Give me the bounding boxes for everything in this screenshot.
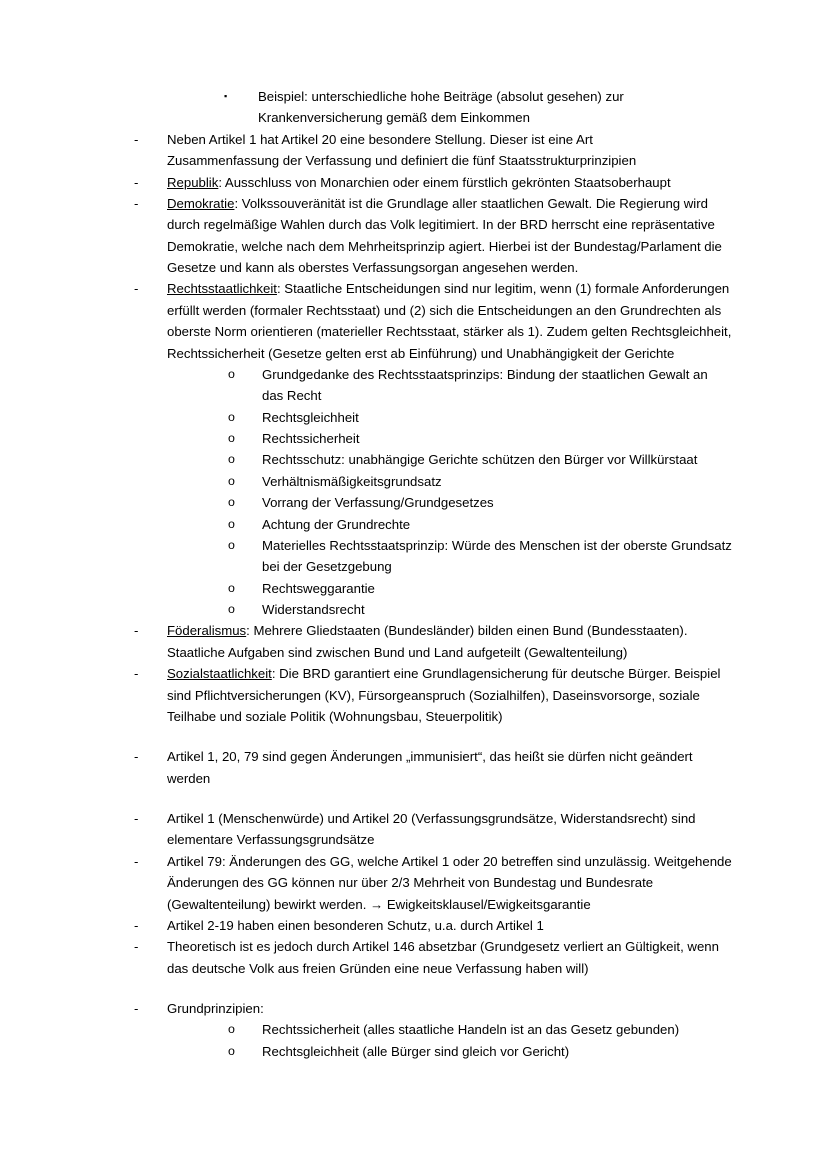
dash-bullet-icon: -: [134, 174, 139, 190]
list-item: [134, 172, 732, 193]
circle-bullet-icon: o: [228, 580, 235, 595]
list-item-text: Verhältnismäßigkeitsgrundsatz: [262, 473, 442, 489]
dash-bullet-icon: -: [134, 811, 139, 826]
circle-bullet-icon: o: [228, 431, 235, 445]
list-item-text: Rechtsgleichheit: [262, 409, 359, 425]
list-item: [228, 492, 732, 513]
list-item: [224, 86, 732, 129]
circle-bullet-icon: o: [228, 473, 235, 488]
list-item: [134, 278, 732, 364]
list-item: [228, 471, 732, 492]
list-item: [134, 808, 732, 851]
list-item: [134, 193, 732, 279]
dash-bullet-icon: -: [134, 131, 139, 147]
term-underlined: Republik: [167, 174, 219, 190]
list-item-text: Rechtssicherheit: [262, 431, 360, 446]
dash-bullet-icon: -: [134, 623, 139, 639]
list-item: [228, 428, 732, 449]
list-item: [228, 514, 732, 535]
dash-bullet-icon: -: [134, 917, 139, 933]
list-item: [134, 129, 732, 172]
list-item-text: Artikel 2-19 haben einen besonderen Schutz, u.a. durch Artikel 1: [167, 917, 544, 933]
dash-bullet-icon: -: [134, 749, 139, 765]
list-item: [134, 851, 732, 915]
list-item-text: Beispiel: unterschiedliche hohe Beiträge (absolut gesehen) zur Krankenversicherung gemäß dem Einkommen: [258, 89, 624, 126]
list-item-text: Rechtsweggarantie: [262, 580, 375, 596]
document-body: [96, 86, 732, 1062]
list-item: [134, 915, 732, 936]
list-item: [134, 936, 732, 979]
term-underlined: Sozialstaatlichkeit: [167, 666, 272, 682]
list-item-text: Neben Artikel 1 hat Artikel 20 eine besondere Stellung. Dieser ist eine Art Zusammenfassung der Verfassung und definiert die fünf Staatsstrukturprinzipien: [167, 131, 637, 169]
list-item-text: Grundprinzipien:: [167, 1001, 264, 1016]
dash-bullet-icon: -: [134, 281, 139, 297]
circle-bullet-icon: o: [228, 409, 235, 424]
term-underlined: Föderalismus: [167, 623, 247, 639]
circle-bullet-icon: o: [228, 1043, 235, 1058]
list-item-text: Rechtsschutz: unabhängige Gerichte schützen den Bürger vor Willkürstaat: [262, 452, 698, 468]
circle-bullet-icon: o: [228, 452, 235, 467]
list-item-text: Achtung der Grundrechte: [262, 516, 411, 532]
paragraph-spacer: [96, 727, 732, 746]
circle-bullet-icon: o: [228, 495, 235, 510]
list-item-text: Föderalismus: Mehrere Gliedstaaten (Bundesländer) bilden einen Bund (Bundesstaaten). Staatliche Aufgaben sind zwischen Bund und Land aufgeteilt (Gewaltenteilung): [167, 623, 688, 660]
dash-bullet-icon: -: [134, 666, 139, 682]
list-item: [228, 578, 732, 599]
list-item-text: Materielles Rechtsstaatsprinzip: Würde des Menschen ist der oberste Grundsatz bei der Gesetzgebung: [262, 537, 732, 575]
list-item-text: Rechtssicherheit (alles staatliche Handeln ist an das Gesetz gebunden): [262, 1022, 680, 1038]
list-item-text: Rechtsgleichheit (alle Bürger sind gleich vor Gericht): [262, 1043, 570, 1059]
list-item: [228, 599, 732, 620]
circle-bullet-icon: o: [228, 1022, 235, 1037]
dash-bullet-icon: -: [134, 195, 139, 211]
list-item-text: Vorrang der Verfassung/Grundgesetzes: [262, 495, 494, 511]
list-item-text: Widerstandsrecht: [262, 602, 365, 617]
list-item: [228, 407, 732, 428]
paragraph-spacer: [96, 789, 732, 808]
list-item-text: Artikel 1 (Menschenwürde) und Artikel 20 (Verfassungsgrundsätze, Widerstandsrecht) sind elementare Verfassungsgrundsätze: [167, 811, 696, 848]
list-item: [134, 663, 732, 727]
list-item: [228, 449, 732, 470]
list-item-text: Demokratie: Volkssouveränität ist die Grundlage aller staatlichen Gewalt. Die Regierung wird durch regelmäßige Wahlen durch das Volk legitimiert. In der BRD herrscht eine repräsentative Demokratie, welche nach dem Mehrheitsprinzip agiert. Hierbei ist der Bundestag/Parlament die Gesetze und kann als oberstes Verfassungsorgan angesehen werden.: [167, 195, 722, 275]
list-item-text: Grundgedanke des Rechtsstaatsprinzips: Bindung der staatlichen Gewalt an das Recht: [262, 366, 708, 404]
circle-bullet-icon: o: [228, 602, 235, 616]
paragraph-spacer: [96, 979, 732, 998]
dash-bullet-icon: -: [134, 1001, 139, 1016]
term-underlined: Demokratie: [167, 195, 235, 211]
circle-bullet-icon: o: [228, 516, 235, 531]
circle-bullet-icon: o: [228, 366, 235, 381]
list-item-text: Republik: Ausschluss von Monarchien oder einem fürstlich gekrönten Staatsoberhaupt: [167, 174, 671, 190]
dash-bullet-icon: -: [134, 853, 139, 869]
list-item-text: Artikel 1, 20, 79 sind gegen Änderungen „immunisiert“, das heißt sie dürfen nicht geändert werden: [167, 749, 693, 786]
square-bullet-icon: ▪: [224, 91, 228, 101]
circle-bullet-icon: o: [228, 537, 235, 552]
list-item-text: Artikel 79: Änderungen des GG, welche Artikel 1 oder 20 betreffen sind unzulässig. Weitgehende Änderungen des GG können nur über 2/3 Mehrheit von Bundestag und Bundesrate (Gewaltenteilung) bewirkt werden. → Ewigkeitsklausel/Ewigkeitsgarantie: [167, 853, 732, 912]
dash-bullet-icon: -: [134, 939, 139, 955]
list-item: [134, 998, 732, 1019]
list-item: [228, 1041, 732, 1062]
list-item: [228, 535, 732, 578]
list-item: [134, 620, 732, 663]
list-item-text: Theoretisch ist es jedoch durch Artikel 146 absetzbar (Grundgesetz verliert an Gültigkeit, wenn das deutsche Volk aus freien Gründen eine neue Verfassung haben will): [167, 939, 719, 976]
list-item: [134, 746, 732, 789]
list-item-text: Rechtsstaatlichkeit: Staatliche Entscheidungen sind nur legitim, wenn (1) formale Anforderungen erfüllt werden (formaler Rechtsstaat) und (2) sich die Entscheidungen an den Grundrechten als oberste Norm orientieren (materieller Rechtsstaat, stärker als 1). Zudem gelten Rechtsgleichheit, Rechtssicherheit (Gesetze gelten erst ab Einführung) und Unabhängigkeit der Gerichte: [167, 281, 732, 361]
list-item-text: Sozialstaatlichkeit: Die BRD garantiert eine Grundlagensicherung für deutsche Bürger. Beispiel sind Pflichtversicherungen (KV), Fürsorgeanspruch (Sozialhilfen), Daseinsvorsorge, soziale Teilhabe und soziale Politik (Wohnungsbau, Steuerpolitik): [167, 666, 721, 724]
list-item: [228, 1019, 732, 1040]
list-item: [228, 364, 732, 407]
term-underlined: Rechtsstaatlichkeit: [167, 281, 277, 297]
